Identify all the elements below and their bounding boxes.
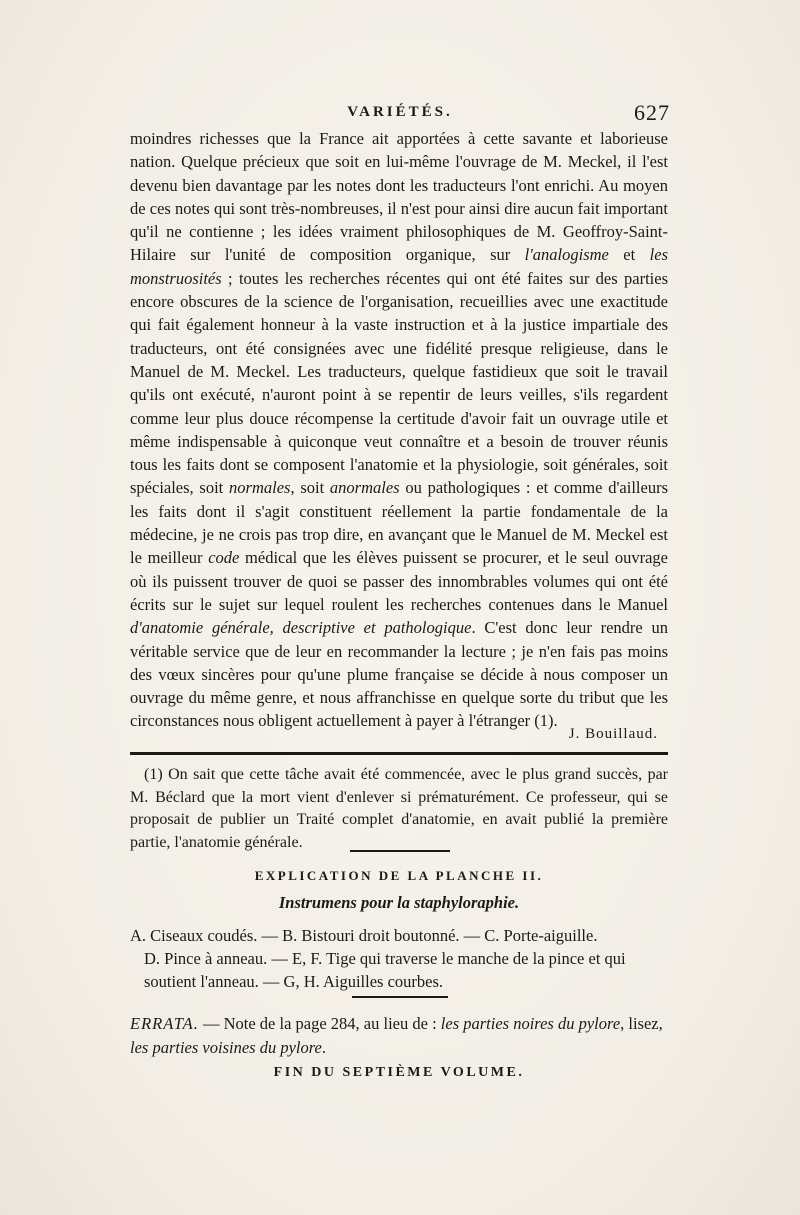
page-number: 627 <box>634 100 670 125</box>
plate-legend-line: A. Ciseaux coudés. — B. Bistouri droit boutonné. — C. Porte-aiguille. <box>130 926 598 945</box>
footnote-divider <box>130 752 668 755</box>
errata-label: ERRATA. <box>130 1014 199 1033</box>
errata-wrong: les parties noires du pylore <box>440 1014 621 1033</box>
body-text-segment: moindres richesses que la France ait apportées à cette savante et laborieuse nation. Quelque précieux que soit en lui-même l'ouvrage de M. Meckel, il l'est devenu bien davantage par les notes dont les traducteurs l'ont enrichi. Au moyen de ces notes qui sont très-nombreuses, il n'est pour ainsi dire aucun fait important qu'il ne contienne ; les idées vraiment philosophiques de M. Geoffroy-Saint-Hilaire sur l'unité de composition organique, sur <box>130 129 668 265</box>
italic-term: normales <box>229 478 291 498</box>
footnote: (1) On sait que cette tâche avait été commencée, avec le plus grand succès, par M. Béclard que la mort vient d'enlever si prématurément. Ce professeur, qui se proposait de publier un Traité complet d'anatomie, en avait publié la première partie, l'anatomie générale. <box>130 766 668 851</box>
body-text-segment: et <box>608 245 650 265</box>
errata-divider <box>352 996 448 998</box>
errata-text: — Note de la page 284, au lieu de : <box>198 1014 441 1033</box>
section-divider <box>350 850 450 852</box>
body-text-segment: , soit <box>290 478 330 498</box>
errata-text: . <box>321 1038 326 1057</box>
body-text-segment: ; toutes les recherches récentes qui ont été faites sur des parties encore obscures de la science de l'organisation, recueillies avec une exactitude qui fait également honneur à la vaste instruction et à la justice impartiale des traducteurs, ont été consignées avec une fidélité presque religieuse, dans le Manuel de M. Meckel. Les traducteurs, quelque fastidieux que soit le travail qu'ils ont exécuté, n'auront point à se repentir de leurs veilles, s'ils regardent comme leur plus douce récompense la certitude d'avoir fait un ouvrage utile et même indispensable à quiconque veut connaître et a besoin de trouver réunis tous les faits dont se composent l'anatomie et la physiologie, soit générales, soit spéciales, soit <box>130 268 668 498</box>
plate-legend <box>130 924 668 993</box>
volume-end: FIN DU SEPTIÈME VOLUME. <box>273 1065 525 1080</box>
page-header <box>130 100 670 130</box>
main-text <box>130 127 668 733</box>
plate-subtitle: Instrumens pour la staphyloraphie. <box>278 893 520 912</box>
italic-term: code <box>208 548 240 568</box>
plate-heading: EXPLICATION DE LA PLANCHE II. <box>254 868 544 883</box>
body-text-segment: médical que les élèves puissent se procurer, et le seul ouvrage où ils puissent trouver de quoi se passer des innombrables volumes qui ont été écrits sur le sujet sur lequel roulent les recherches contenues dans le Manuel <box>130 548 668 614</box>
errata-correct: les parties voisines du pylore <box>130 1038 322 1057</box>
body-text-segment: . C'est donc leur rendre un véritable service que de leur en recommander la lecture ; je n'en fais pas moins des vœux sincères pour qu'une plume française se décide à nous composer un ouvrage du même genre, et nous affranchisse en quelque sorte du tribut que les circonstances nous obligent actuellement à payer à l'étranger (1). <box>130 618 668 731</box>
plate-legend-line: D. Pince à anneau. — E, F. Tige qui traverse le manche de la pince et qui soutient l'anneau. — G, H. Aiguilles courbes. <box>144 949 626 991</box>
italic-term: anormales <box>329 478 400 498</box>
italic-title: d'anatomie générale, descriptive et pathologique <box>130 618 472 638</box>
author-signature: J. Bouillaud. <box>568 726 658 742</box>
errata <box>130 1012 668 1060</box>
body-text-segment: ou pathologiques : et comme d'ailleurs les faits dont il s'agit constituent réellement la partie fondamentale de la médecine, je ne crois pas trop dire, en avançant que le Manuel de M. Meckel est le meilleur <box>130 478 669 568</box>
running-head: VARIÉTÉS. <box>347 104 453 120</box>
italic-term: les monstruosités <box>130 245 668 288</box>
errata-text: , lisez, <box>620 1014 663 1033</box>
italic-term: l'analogisme <box>524 245 609 265</box>
body-paragraph <box>130 127 668 733</box>
